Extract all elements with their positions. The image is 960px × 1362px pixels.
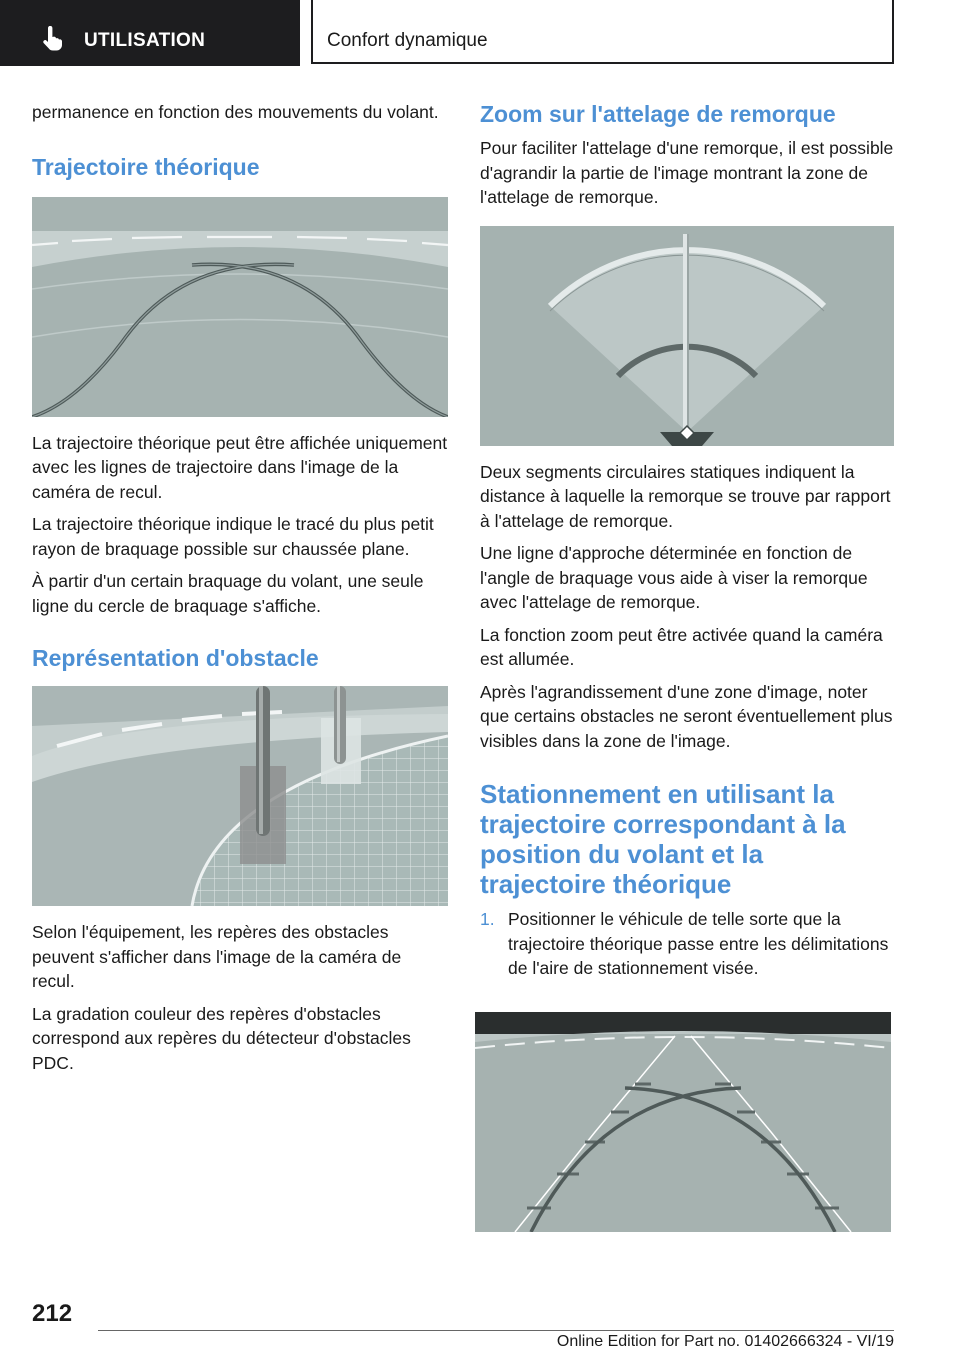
figure-representation-obstacle xyxy=(32,686,448,906)
heading-obstacle: Représentation d'obstacle xyxy=(32,645,319,671)
section-title: UTILISATION xyxy=(84,30,206,51)
figure-trajectoire-theorique xyxy=(32,197,448,417)
step-number: 1. xyxy=(480,909,495,929)
intro-paragraph: permanence en fonction des mouvements du volant. xyxy=(32,102,439,122)
paragraph-zoom-2: Deux segments circulaires statiques indiquent la distance à laquelle la remorque se trouve par rapport à l'attelage de remorque. xyxy=(480,461,891,531)
figure-stationnement xyxy=(475,1012,891,1232)
chapter-header xyxy=(311,0,894,64)
paragraph-zoom-3: Une ligne d'approche déterminée en fonction de l'angle de braquage vous aide à viser la remorque avec l'attelage de remorque. xyxy=(480,543,868,612)
paragraph-zoom-1: Pour faciliter l'attelage d'une remorque, il est possible d'agrandir la partie de l'image montrant la zone de l'attelage de remorque. xyxy=(480,138,894,207)
step-text: Positionner le véhicule de telle sorte que la trajectoire théorique passe entre les délimitations de l'aire de stationnement visée. xyxy=(508,909,889,978)
paragraph-trajectoire-2: La trajectoire théorique indique le tracé du plus petit rayon de braquage possible sur chaussée plane. xyxy=(32,514,434,559)
footer-divider xyxy=(98,1330,894,1331)
heading-stationnement: Stationnement en utilisant la trajectoire correspondant à la position du volant et la trajectoire théorique xyxy=(480,779,846,899)
heading-trajectoire: Trajectoire théorique xyxy=(32,153,260,180)
paragraph-zoom-4: La fonction zoom peut être activée quand la caméra est allumée. xyxy=(480,624,883,669)
paragraph-obstacle-2: La gradation couleur des repères d'obstacles correspond aux repères du détecteur d'obstacles PDC. xyxy=(32,1003,411,1073)
paragraph-obstacle-1: Selon l'équipement, les repères des obstacles peuvent s'afficher dans l'image de la caméra de recul. xyxy=(32,922,402,991)
paragraph-trajectoire-1: La trajectoire théorique peut être affichée uniquement avec les lignes de trajectoire dans l'image de la caméra de recul. xyxy=(32,432,448,502)
hand-pointer-icon xyxy=(40,26,66,52)
paragraph-zoom-5: Après l'agrandissement d'une zone d'image, noter que certains obstacles ne seront éventuellement plus visibles dans la zone de l'image. xyxy=(480,681,893,751)
chapter-title: Confort dynamique xyxy=(327,30,488,51)
paragraph-trajectoire-3: À partir d'un certain braquage du volant, une seule ligne du cercle de braquage s'affiche. xyxy=(32,571,424,616)
list-item xyxy=(480,907,896,981)
page-number: 212 xyxy=(32,1300,73,1327)
figure-zoom-attelage xyxy=(480,226,894,446)
left-column xyxy=(32,100,448,1083)
right-column xyxy=(480,100,896,981)
steps-list xyxy=(480,907,896,981)
section-tab xyxy=(0,0,300,66)
footer-edition: Online Edition for Part no. 01402666324 - VI/19 xyxy=(556,1333,894,1350)
heading-zoom: Zoom sur l'attelage de remorque xyxy=(480,101,836,127)
